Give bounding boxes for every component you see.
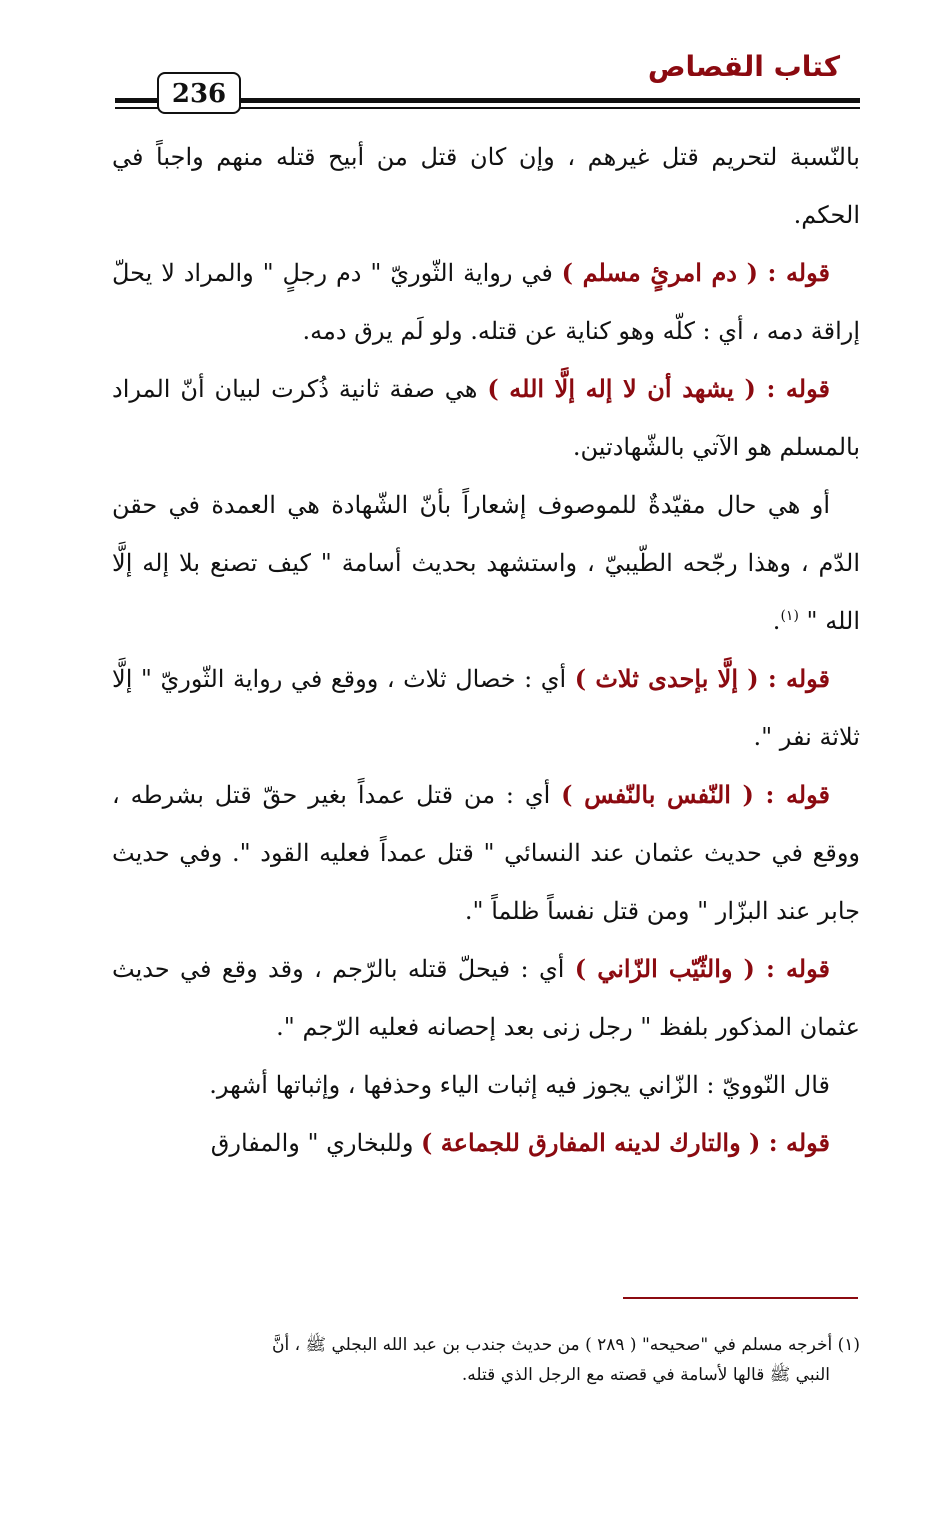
commentary-text: أي : خصال ثلاث ، ووقع في رواية الثّوريّ " إلَّا ثلاثة نفر ". <box>112 665 860 751</box>
paragraph <box>112 1114 860 1172</box>
commentary-text: وللبخاري " والمفارق <box>210 1129 422 1157</box>
qawluhu-label: قوله : <box>760 1128 830 1157</box>
paragraph <box>112 766 860 940</box>
paragraph <box>112 650 860 766</box>
footnote-line: النبي ﷺ قالها لأسامة في قصته مع الرجل الذي قتله. <box>461 1365 830 1385</box>
hadith-quote: ( إلَّا بإحدى ثلاث ) <box>574 664 759 693</box>
commentary-text: أو هي حال مقيّدةٌ للموصوف إشعاراً بأنّ الشّهادة هي العمدة في حقن الدّم ، وهذا رجّحه الطّيبيّ ، واستشهد بحديث أسامة " كيف تصنع بلا إله إلَّا الله " <box>112 491 860 635</box>
qawluhu-label: قوله : <box>758 664 831 693</box>
footnote-separator <box>623 1297 858 1299</box>
main-text <box>112 128 860 1172</box>
commentary-text: . <box>772 607 781 635</box>
hadith-quote: ( النّفس بالنّفس ) <box>561 780 754 809</box>
commentary-text: أي : من قتل عمداً بغير حقّ قتل بشرطه ، ووقع في حديث عثمان عند النسائي " قتل عمداً فعليه القود ". وفي حديث جابر عند البزّار " ومن قتل نفساً ظلماً ". <box>112 781 860 925</box>
footnote <box>112 1330 860 1390</box>
commentary-text: في رواية الثّوريّ " دم رجلٍ " والمراد لا يحلّ إراقة دمه ، أي : كلّه وهو كناية عن قتله. ولو لَم يرق دمه. <box>112 259 860 345</box>
commentary-text: قال النّوويّ : الزّاني يجوز فيه إثبات الياء وحذفها ، وإثباتها أشهر. <box>209 1071 830 1099</box>
footnote-marker: (١) <box>780 608 799 624</box>
paragraph <box>112 128 860 244</box>
paragraph <box>112 1056 860 1114</box>
commentary-text: هي صفة ثانية ذُكرت لبيان أنّ المراد بالمسلم هو الآتي بالشّهادتين. <box>112 375 860 461</box>
paragraph <box>112 244 860 360</box>
paragraph <box>112 940 860 1056</box>
paragraph <box>112 476 860 650</box>
qawluhu-label: قوله : <box>754 954 830 983</box>
paragraph <box>112 360 860 476</box>
hadith-quote: ( والثّيّب الزّاني ) <box>574 954 755 983</box>
commentary-text: بالنّسبة لتحريم قتل غيرهم ، وإن كان قتل من أبيح قتله منهم واجباً في الحكم. <box>112 143 860 229</box>
qawluhu-label: قوله : <box>755 374 830 403</box>
hadith-quote: ( يشهد أن لا إله إلَّا الله ) <box>487 374 756 403</box>
commentary-text: أي : فيحلّ قتله بالرّجم ، وقد وقع في حديث عثمان المذكور بلفظ " رجل زنى بعد إحصانه فعليه الرّجم ". <box>112 955 860 1041</box>
hadith-quote: ( دم امرئٍ مسلم ) <box>561 258 758 287</box>
page-header <box>0 0 945 130</box>
book-title: كتاب القصاص <box>647 50 840 83</box>
qawluhu-label: قوله : <box>757 258 830 287</box>
qawluhu-label: قوله : <box>753 780 830 809</box>
hadith-quote: ( والتارك لدينه المفارق للجماعة ) <box>421 1128 761 1157</box>
page-number: 236 <box>157 72 241 114</box>
footnote-line: (١) أخرجه مسلم في "صحيحه" ( ٢٨٩ ) من حديث جندب بن عبد الله البجلي ﷺ ، أنَّ <box>272 1335 860 1355</box>
